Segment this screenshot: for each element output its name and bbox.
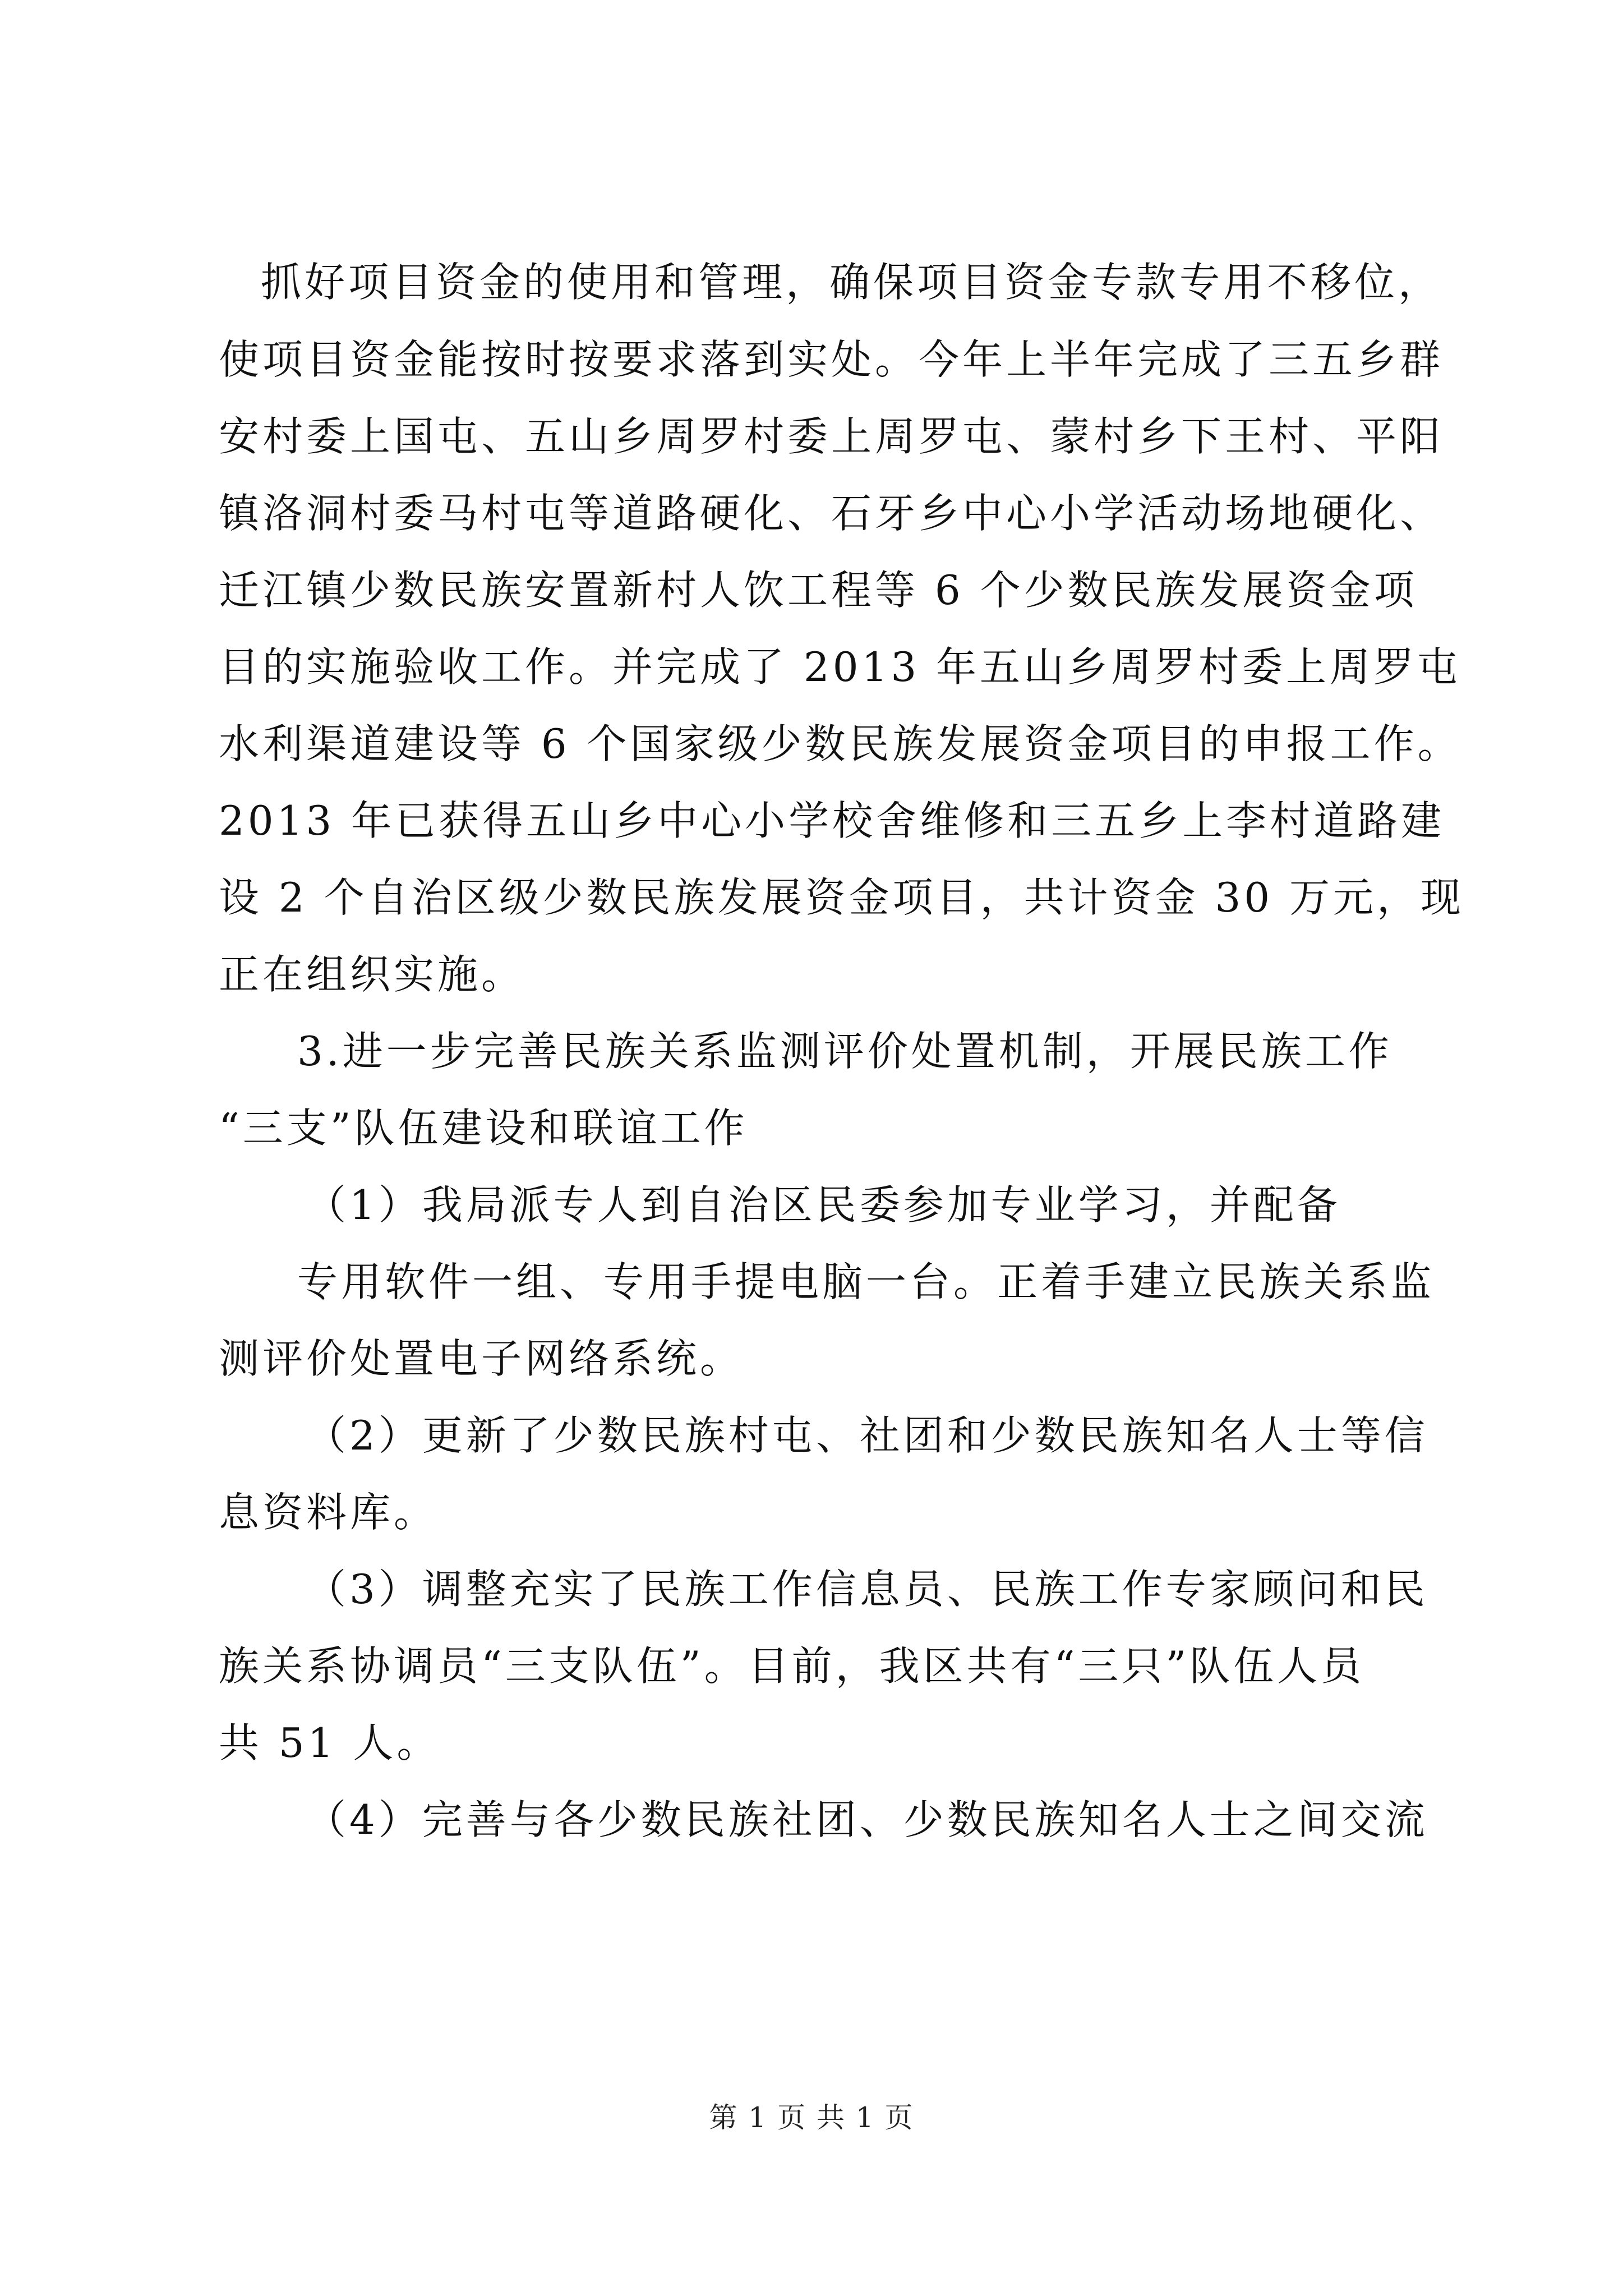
page-number-footer: 第 1 页 共 1 页 <box>709 2101 914 2134</box>
paragraph-line: 设 2 个自治区级少数民族发展资金项目，共计资金 30 万元，现 <box>219 874 1464 921</box>
list-item: （3）调整充实了民族工作信息员、民族工作专家顾问和民 <box>306 1566 1428 1613</box>
paragraph-line: 水利渠道建设等 6 个国家级少数民族发展资金项目的申报工作。 <box>219 720 1461 767</box>
paragraph-line: 息资料库。 <box>219 1489 438 1536</box>
list-item: （2）更新了少数民族村屯、社团和少数民族知名人士等信 <box>306 1412 1428 1459</box>
paragraph-line: 正在组织实施。 <box>219 951 525 998</box>
section-heading: 3.进一步完善民族关系监测评价处置机制，开展民族工作 <box>297 1028 1393 1075</box>
paragraph-line: 目的实施验收工作。并完成了 2013 年五山乡周罗村委上周罗屯 <box>219 643 1461 691</box>
paragraph-line: 迁江镇少数民族安置新村人饮工程等 6 个少数民族发展资金项 <box>219 567 1418 614</box>
list-item: （1）我局派专人到自治区民委参加专业学习，并配备 <box>306 1181 1341 1228</box>
paragraph-line: 抓好项目资金的使用和管理，确保项目资金专款专用不移位， <box>261 259 1442 306</box>
paragraph-line: 族关系协调员“三支队伍”。目前，我区共有“三只”队伍人员 <box>219 1642 1365 1690</box>
section-heading-continued: “三支”队伍建设和联谊工作 <box>219 1105 748 1152</box>
paragraph-line: 安村委上国屯、五山乡周罗村委上周罗屯、蒙村乡下王村、平阳 <box>219 413 1444 460</box>
paragraph-line: 镇洛洞村委马村屯等道路硬化、石牙乡中心小学活动场地硬化、 <box>219 490 1444 537</box>
paragraph-line: 2013 年已获得五山乡中心小学校舍维修和三五乡上李村道路建 <box>219 797 1445 844</box>
paragraph-line: 专用软件一组、专用手提电脑一台。正着手建立民族关系监 <box>297 1258 1435 1305</box>
list-item: （4）完善与各少数民族社团、少数民族知名人士之间交流 <box>306 1796 1428 1843</box>
paragraph-line: 测评价处置电子网络系统。 <box>219 1335 744 1382</box>
paragraph-line: 使项目资金能按时按要求落到实处。今年上半年完成了三五乡群 <box>219 336 1444 383</box>
paragraph-line: 共 51 人。 <box>219 1719 441 1766</box>
